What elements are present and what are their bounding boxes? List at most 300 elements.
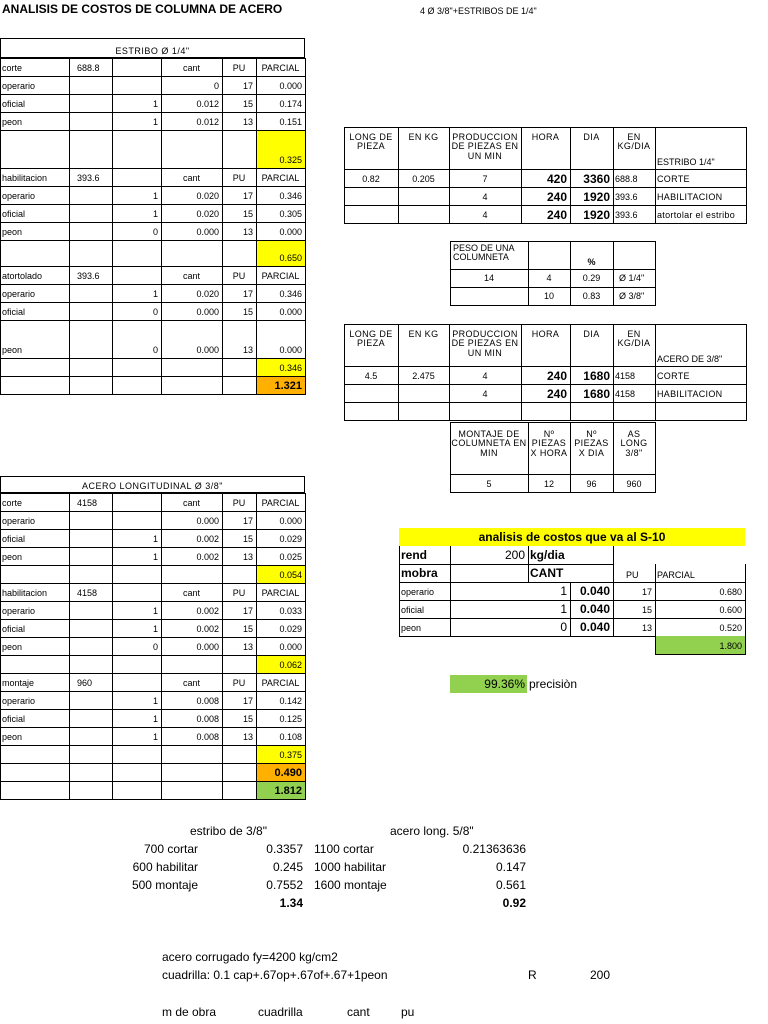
table-value: 1: [152, 191, 158, 201]
table-value: 0.000: [196, 227, 219, 237]
s10-value: peon: [401, 623, 422, 633]
s10-label: PARCIAL: [657, 570, 695, 580]
table-value: operario: [2, 516, 36, 526]
prod-header: PRODUCCION DE PIEZAS EN UN MIN: [451, 329, 519, 358]
s10-total: 1.800: [719, 641, 742, 651]
table-value: 0.000: [196, 307, 219, 317]
table-cell: [0, 240, 70, 267]
table-cell: [112, 763, 162, 782]
table-value: habilitacion: [2, 588, 48, 598]
montaje-header: Nº PIEZAS X DIA: [574, 429, 609, 458]
table-value: 1: [152, 732, 158, 742]
table-cell: [161, 763, 223, 782]
table-cell: [112, 583, 162, 602]
prod-value: 4158: [615, 389, 636, 399]
prod-header: EN KG/DIA: [617, 132, 651, 152]
table-cell: [0, 763, 70, 782]
summary-label: 1600 montaje: [314, 878, 387, 892]
table-value: PARCIAL: [261, 271, 300, 281]
table-value: 0.174: [279, 99, 302, 109]
table-value: PARCIAL: [261, 63, 300, 73]
table-value: 13: [242, 345, 253, 355]
table-cell: [69, 565, 113, 584]
peso-value: 14: [483, 273, 494, 283]
table-cell: [69, 302, 113, 321]
summary-value: 0.21363636: [462, 842, 526, 856]
prod-cell: [655, 402, 747, 421]
prod-value: 1920: [583, 208, 610, 222]
table-value: peon: [2, 117, 23, 127]
table-value: 0.108: [279, 732, 302, 742]
table-value: 13: [242, 642, 253, 652]
prod-value: 393.6: [615, 210, 638, 220]
summary-value: 0.3357: [266, 842, 303, 856]
peso-value: 10: [543, 291, 554, 301]
table-cell: [222, 745, 257, 764]
table-value: oficial: [2, 624, 26, 634]
table-value: 0.008: [196, 732, 219, 742]
s10-label: kg/dia: [530, 548, 565, 562]
montaje-header: MONTAJE DE COLUMNETA EN MIN: [451, 429, 527, 458]
peso-header: PESO DE UNA COLUMNETA: [453, 243, 515, 263]
table-value: 393.6: [77, 173, 100, 183]
prod-cell: [398, 187, 450, 206]
s10-value: 1: [560, 602, 567, 616]
table-value: 0: [213, 81, 219, 91]
precision-value: 99.36%: [484, 677, 525, 691]
table-value: 960: [77, 678, 93, 688]
prod-value: 240: [546, 190, 567, 204]
prod-cell: [398, 205, 450, 224]
precision-label: precisiòn: [529, 677, 578, 691]
table-value: 13: [242, 227, 253, 237]
table-cell: [222, 763, 257, 782]
prod-header: EN KG: [408, 329, 439, 339]
table-cell: [222, 781, 257, 800]
table-value: 0.000: [279, 642, 302, 652]
table-cell: [161, 240, 223, 267]
prod-header-label: ACERO DE 3/8": [657, 354, 723, 364]
table-cell: [112, 168, 162, 187]
prod-value: CORTE: [657, 371, 690, 381]
summary-value: 0.7552: [266, 878, 303, 892]
table-header: ACERO LONGITUDINAL Ø 3/8": [82, 481, 223, 491]
table-value: 0.012: [196, 99, 219, 109]
table-cell: [69, 320, 113, 359]
table-cell: [161, 781, 223, 800]
prod-header: EN KG/DIA: [617, 329, 651, 349]
prod-cell: [344, 205, 399, 224]
table-cell: [69, 745, 113, 764]
peso-value: Ø 3/8": [619, 291, 645, 301]
table-value: 0: [152, 345, 158, 355]
peso-cell: [450, 287, 529, 306]
prod-header: HORA: [531, 132, 560, 142]
table-cell: [69, 186, 113, 205]
table-cell: [222, 358, 257, 377]
prod-value: 240: [546, 208, 567, 222]
table-value: 15: [242, 624, 253, 634]
footer-r-label: R: [528, 968, 537, 982]
table-cell: [112, 493, 162, 512]
table-cell: [112, 655, 162, 674]
s10-value: 0.040: [579, 584, 610, 598]
prod-value: 7: [482, 174, 488, 184]
table-value: 0.490: [274, 767, 302, 779]
prod-value: 2.475: [412, 371, 435, 381]
table-value: 15: [242, 534, 253, 544]
summary-label: 1000 habilitar: [314, 860, 387, 874]
table-value: 0.000: [279, 307, 302, 317]
prod-value: 1680: [583, 369, 610, 383]
s10-value: 13: [641, 623, 652, 633]
table-cell: [69, 727, 113, 746]
table-value: 0.020: [196, 209, 219, 219]
peso-value: 0.83: [582, 291, 601, 301]
table-value: 0.650: [279, 253, 302, 263]
table-value: oficial: [2, 99, 26, 109]
table-value: peon: [2, 552, 23, 562]
table-value: 13: [242, 117, 253, 127]
s10-value: 0.040: [579, 620, 610, 634]
s10-label: mobra: [401, 566, 438, 580]
prod-value: 1920: [583, 190, 610, 204]
montaje-header: Nº PIEZAS X HORA: [530, 429, 568, 458]
table-value: 0.151: [279, 117, 302, 127]
prod-header: EN KG: [408, 132, 439, 142]
table-value: 0.346: [279, 191, 302, 201]
table-cell: [69, 511, 113, 530]
s10-value: 17: [641, 587, 652, 597]
s10-value: oficial: [401, 605, 425, 615]
table-cell: [161, 745, 223, 764]
table-value: atortolado: [2, 271, 43, 281]
s10-value: 15: [641, 605, 652, 615]
peso-value: 4: [546, 273, 552, 283]
table-value: 15: [242, 209, 253, 219]
table-cell: [0, 130, 70, 169]
table-cell: [161, 565, 223, 584]
table-value: PU: [232, 173, 246, 183]
s10-value: 0.520: [719, 623, 742, 633]
s10-label: rend: [401, 548, 428, 562]
s10-label: CANT: [530, 566, 564, 580]
table-value: operario: [2, 81, 36, 91]
prod-cell: [613, 402, 656, 421]
footer-line-1: acero corrugado fy=4200 kg/cm2: [162, 950, 338, 964]
s10-value: 0.040: [579, 602, 610, 616]
table-value: 0.002: [196, 534, 219, 544]
montaje-value: 5: [486, 479, 492, 489]
table-value: 1: [152, 117, 158, 127]
table-value: 0.062: [279, 660, 302, 670]
table-value: 0.125: [279, 714, 302, 724]
summary-total-acero: 0.92: [502, 896, 526, 910]
prod-value: 1680: [583, 387, 610, 401]
prod-cell: [521, 402, 571, 421]
table-value: 1.812: [274, 785, 302, 797]
table-value: operario: [2, 191, 36, 201]
table-cell: [69, 376, 113, 395]
summary-label: 500 montaje: [131, 878, 198, 892]
prod-value: 4: [482, 210, 488, 220]
table-value: cant: [182, 271, 200, 281]
prod-value: 0.82: [362, 174, 380, 184]
table-value: 0: [152, 227, 158, 237]
table-value: 0.000: [196, 642, 219, 652]
prod-value: HABILITACION: [657, 389, 723, 399]
prod-cell: [344, 384, 399, 403]
table-value: 0.020: [196, 191, 219, 201]
table-value: habilitacion: [2, 173, 48, 183]
s10-value: 0.680: [719, 587, 742, 597]
table-cell: [112, 745, 162, 764]
table-value: 0.000: [196, 516, 219, 526]
table-value: PARCIAL: [261, 678, 300, 688]
table-value: 1: [152, 714, 158, 724]
table-value: 1: [152, 289, 158, 299]
table-value: cant: [182, 588, 200, 598]
prod-value: 420: [546, 172, 567, 186]
footer-r-value: 200: [590, 968, 611, 982]
table-value: 393.6: [77, 271, 100, 281]
table-value: cant: [182, 678, 200, 688]
table-cell: [222, 240, 257, 267]
montaje-value: 96: [586, 479, 597, 489]
prod-header: PRODUCCION DE PIEZAS EN UN MIN: [451, 132, 519, 161]
peso-header-cell: [613, 241, 656, 270]
table-value: 0.029: [279, 534, 302, 544]
table-value: 0: [152, 642, 158, 652]
table-value: 17: [242, 606, 253, 616]
prod-value: 0.205: [412, 174, 435, 184]
table-value: 0.142: [279, 696, 302, 706]
table-cell: [69, 222, 113, 241]
table-cell: [112, 266, 162, 285]
table-value: 0.008: [196, 696, 219, 706]
table-cell: [69, 601, 113, 620]
table-value: peon: [2, 345, 23, 355]
s10-label: PU: [626, 570, 639, 580]
table-cell: [0, 655, 70, 674]
prod-value: 4: [482, 389, 488, 399]
montaje-value: 960: [626, 479, 642, 489]
prod-header: LONG DE PIEZA: [349, 329, 393, 349]
table-cell: [69, 637, 113, 656]
s10-title: analisis de costos que va al S-10: [478, 530, 666, 544]
table-value: 688.8: [77, 63, 100, 73]
table-value: peon: [2, 227, 23, 237]
s10-value: operario: [401, 587, 435, 597]
s10-value: 0.600: [719, 605, 742, 615]
table-cell: [69, 709, 113, 728]
table-value: montaje: [2, 678, 35, 688]
summary-label: 600 habilitar: [132, 860, 198, 874]
page-subtitle: 4 Ø 3/8"+ESTRIBOS DE 1/4": [420, 6, 537, 16]
table-value: oficial: [2, 209, 26, 219]
table-value: 0.029: [279, 624, 302, 634]
peso-pct: %: [587, 257, 596, 267]
table-cell: [69, 240, 113, 267]
table-cell: [112, 565, 162, 584]
table-value: 0.002: [196, 606, 219, 616]
prod-header-label: ESTRIBO 1/4": [657, 157, 715, 167]
table-cell: [69, 94, 113, 113]
table-value: 0.000: [279, 345, 302, 355]
table-value: 0.375: [279, 750, 302, 760]
prod-value: 240: [546, 369, 567, 383]
table-value: 17: [242, 289, 253, 299]
table-cell: [69, 284, 113, 303]
peso-value: Ø 1/4": [619, 273, 645, 283]
prod-header: HORA: [531, 329, 560, 339]
prod-cell: [570, 402, 614, 421]
table-cell: [112, 376, 162, 395]
table-cell: [112, 58, 162, 77]
table-cell: [222, 655, 257, 674]
table-value: 13: [242, 732, 253, 742]
table-value: cant: [182, 173, 200, 183]
footer-col-mobra: m de obra: [162, 1005, 217, 1019]
table-cell: [222, 376, 257, 395]
table-cell: [161, 376, 223, 395]
footer-col-pu: pu: [401, 1005, 415, 1019]
prod-cell: [449, 402, 522, 421]
table-cell: [0, 745, 70, 764]
table-value: PU: [232, 588, 246, 598]
prod-value: CORTE: [657, 174, 690, 184]
table-value: cant: [182, 498, 200, 508]
table-value: 4158: [77, 498, 98, 508]
summary-label: 700 cortar: [143, 842, 198, 856]
table-value: 0.033: [279, 606, 302, 616]
table-value: 1: [152, 696, 158, 706]
table-cell: [0, 781, 70, 800]
table-value: 17: [242, 696, 253, 706]
table-value: PU: [232, 63, 246, 73]
prod-value: HABILITACION: [657, 192, 723, 202]
prod-value: 4: [482, 371, 488, 381]
prod-value: 4: [482, 192, 488, 202]
table-value: 0.325: [279, 155, 302, 165]
table-value: 0.000: [279, 227, 302, 237]
table-value: 1: [152, 209, 158, 219]
table-value: 0.008: [196, 714, 219, 724]
table-value: 0.025: [279, 552, 302, 562]
table-value: PU: [232, 678, 246, 688]
table-cell: [112, 781, 162, 800]
prod-value: 393.6: [615, 192, 638, 202]
table-cell: [222, 130, 257, 169]
table-value: corte: [2, 63, 23, 73]
table-value: 0.012: [196, 117, 219, 127]
table-header: ESTRIBO Ø 1/4": [115, 46, 190, 56]
prod-cell: [344, 402, 399, 421]
table-cell: [69, 619, 113, 638]
table-value: 0.346: [279, 289, 302, 299]
table-value: 15: [242, 307, 253, 317]
table-cell: [69, 781, 113, 800]
footer-col-cuadrilla: cuadrilla: [258, 1005, 303, 1019]
table-value: 15: [242, 99, 253, 109]
table-value: 4158: [77, 588, 98, 598]
prod-value: 4158: [615, 371, 636, 381]
table-cell: [69, 655, 113, 674]
table-value: oficial: [2, 534, 26, 544]
summary-head-acero: acero long. 5/8": [390, 824, 474, 838]
table-value: 0.000: [196, 345, 219, 355]
table-value: oficial: [2, 714, 26, 724]
summary-value: 0.561: [495, 878, 526, 892]
table-value: corte: [2, 498, 23, 508]
table-cell: [69, 204, 113, 223]
s10-value: 1: [560, 584, 567, 598]
table-cell: [69, 691, 113, 710]
s10-label: 200: [504, 548, 525, 562]
table-cell: [0, 376, 70, 395]
table-value: 0.305: [279, 209, 302, 219]
table-value: 1: [152, 99, 158, 109]
table-cell: [222, 565, 257, 584]
table-cell: [112, 130, 162, 169]
table-cell: [112, 511, 162, 530]
peso-value: 0.29: [582, 273, 601, 283]
table-cell: [69, 112, 113, 131]
prod-value: 240: [546, 387, 567, 401]
table-cell: [161, 655, 223, 674]
prod-value: 3360: [583, 172, 610, 186]
page-title: ANALISIS DE COSTOS DE COLUMNA DE ACERO: [2, 2, 283, 16]
table-value: peon: [2, 732, 23, 742]
table-value: 0.000: [279, 516, 302, 526]
prod-value: 4.5: [364, 371, 378, 381]
summary-total-estribo: 1.34: [279, 896, 303, 910]
footer-col-cant: cant: [347, 1005, 370, 1019]
prod-value: atortolar el estribo: [657, 210, 736, 220]
table-value: 15: [242, 714, 253, 724]
table-value: 0.002: [196, 552, 219, 562]
table-cell: [69, 529, 113, 548]
table-value: PARCIAL: [261, 498, 300, 508]
table-cell: [69, 130, 113, 169]
prod-header: DIA: [583, 132, 600, 142]
table-cell: [69, 547, 113, 566]
table-cell: [0, 565, 70, 584]
table-cell: [69, 763, 113, 782]
prod-header: LONG DE PIEZA: [349, 132, 393, 152]
table-cell: [161, 130, 223, 169]
table-value: operario: [2, 606, 36, 616]
table-value: 1: [152, 606, 158, 616]
prod-cell: [398, 402, 450, 421]
table-value: operario: [2, 289, 36, 299]
montaje-header: AS LONG 3/8": [620, 429, 648, 458]
table-value: 0.002: [196, 624, 219, 634]
table-value: cant: [182, 63, 200, 73]
table-value: 0.346: [279, 363, 302, 373]
table-value: 1: [152, 624, 158, 634]
table-value: 17: [242, 81, 253, 91]
prod-header: DIA: [583, 329, 600, 339]
prod-cell: [398, 384, 450, 403]
table-cell: [112, 76, 162, 95]
table-value: 1.321: [274, 380, 302, 392]
s10-value: 0: [560, 620, 567, 634]
table-cell: [112, 358, 162, 377]
table-value: PU: [232, 498, 246, 508]
table-cell: [112, 240, 162, 267]
table-value: 1: [152, 534, 158, 544]
